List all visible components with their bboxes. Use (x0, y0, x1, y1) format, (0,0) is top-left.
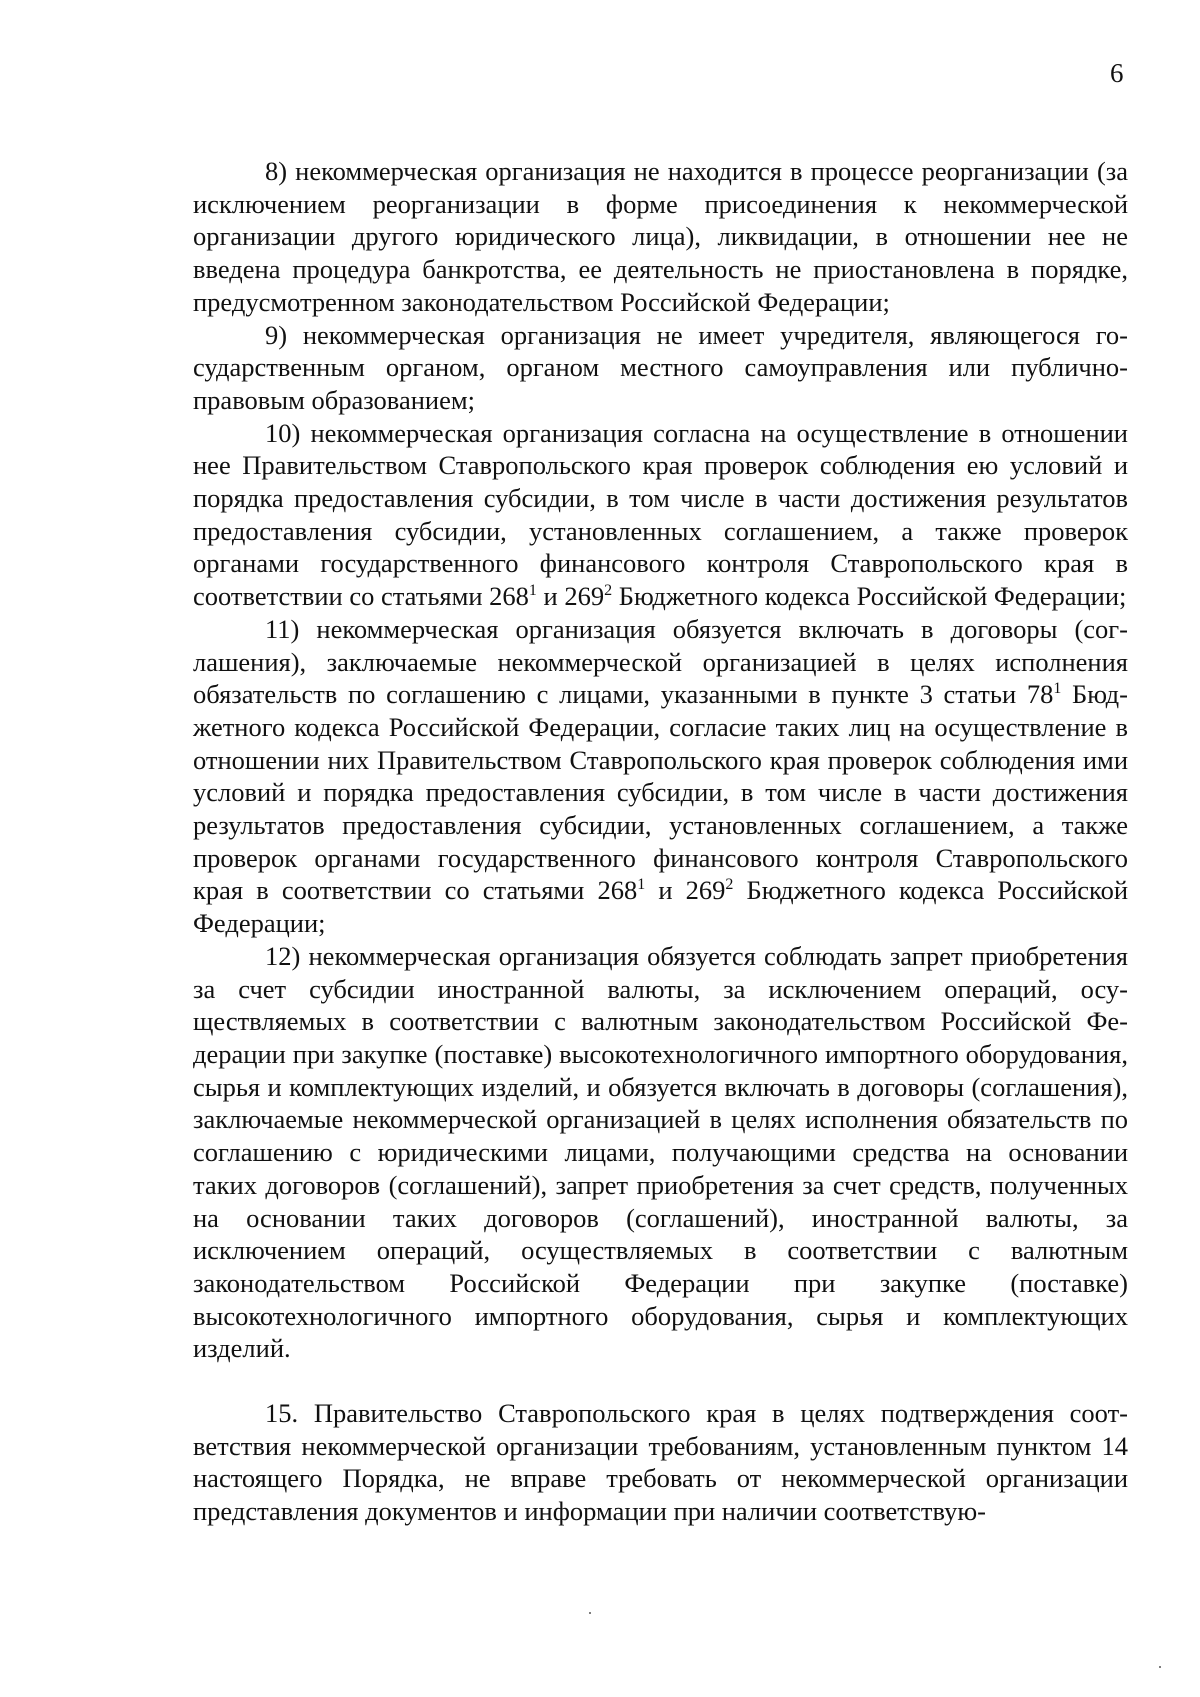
scan-speck (1159, 1666, 1161, 1668)
article-number-superscript: 1 (637, 876, 646, 894)
paragraph-item-11: 11) некоммерческая организация обязуется включать в договоры (соглашения), заключаемые некоммерческой организацией в целях исполнения обязательств по соглашению с лицами, указанными в пункте 3 статьи $78^1$ Бюджетного кодекса Российской Федерации, согласие таких лиц на осуществление в отношении них Правительством Ставропольского края проверок соблюдения ими условий и порядка предоставления субсидии, в том числе в части достижения результатов предоставления субсидии, установленных соглашением, а также проверок органами государственного финансового контроля Ставропольского края в соответствии со статьями $268^1$ и $269^2$ Бюджетного кодекса Российской Федерации; (193, 613, 1129, 939)
scan-speck (589, 1612, 591, 1614)
paragraph-item-9: 9) некоммерческая организация не имеет учредителя, являющегося государственным органом, органом местного самоуправления или публично-правовым образованием; (193, 319, 1128, 415)
paragraph-item-15: 15. Правительство Ставропольского края в целях подтверждения соответствия некоммерческой организации требованиям, установленным пунктом 14 настоящего Порядка, не вправе требовать от некоммерческой организации представления документов и информации при наличии соответствую- (193, 1398, 1128, 1527)
article-number-superscript: 1 (1053, 680, 1062, 698)
page-number: 6 (1110, 58, 1124, 88)
document-body (193, 155, 1128, 1528)
paragraph-item-12: 12) некоммерческая организация обязуется соблюдать запрет приобретения за счет субсидии иностранной валюты, за исключением операций, осуществляемых в соответствии с валютным законодательством Российской Федерации при закупке (поставке) высокотехнологичного импортного оборудования, сырья и комплектующих изделий, и обязуется включать в договоры (соглашения), заключаемые некоммерческой организацией в целях исполнения обязательств по соглашению с юридическими лицами, получающими средства на основании таких договоров (соглашений), запрет приобретения за счет средств, полученных на основании таких договоров (соглашений), иностранной валюты, за исключением операций, осуществляемых в соответствии с валютным законодательством Российской Федерации при закупке (поставке) высокотехнологичного импортного оборудования, сырья и комплектующих изделий. (193, 940, 1128, 1364)
paragraph-item-8: 8) некоммерческая организация не находится в процессе реорганизации (за исключением реорганизации в форме присоединения к некоммерческой организации другого юридического лица), ликвидации, в отношении нее не введена процедура банкротства, ее деятельность не приостановлена в порядке, предусмотренном законодательством Российской Федерации; (193, 156, 1128, 317)
article-number-superscript: 2 (725, 876, 734, 894)
article-number-superscript: 1 (528, 582, 537, 600)
paragraph-item-10: 10) некоммерческая организация согласна на осуществление в отношении нее Правительством Ставропольского края проверок соблюдения ею условий и порядка предоставления субсидии, в том числе в части достижения результатов предоставления субсидии, установленных соглашением, а также проверок органами государственного финансового контроля Ставропольского края в соответствии со статьями $268^1$ и $269^2$ Бюджетного кодекса Российской Федерации; (193, 417, 1128, 612)
article-number-superscript: 2 (604, 582, 613, 600)
